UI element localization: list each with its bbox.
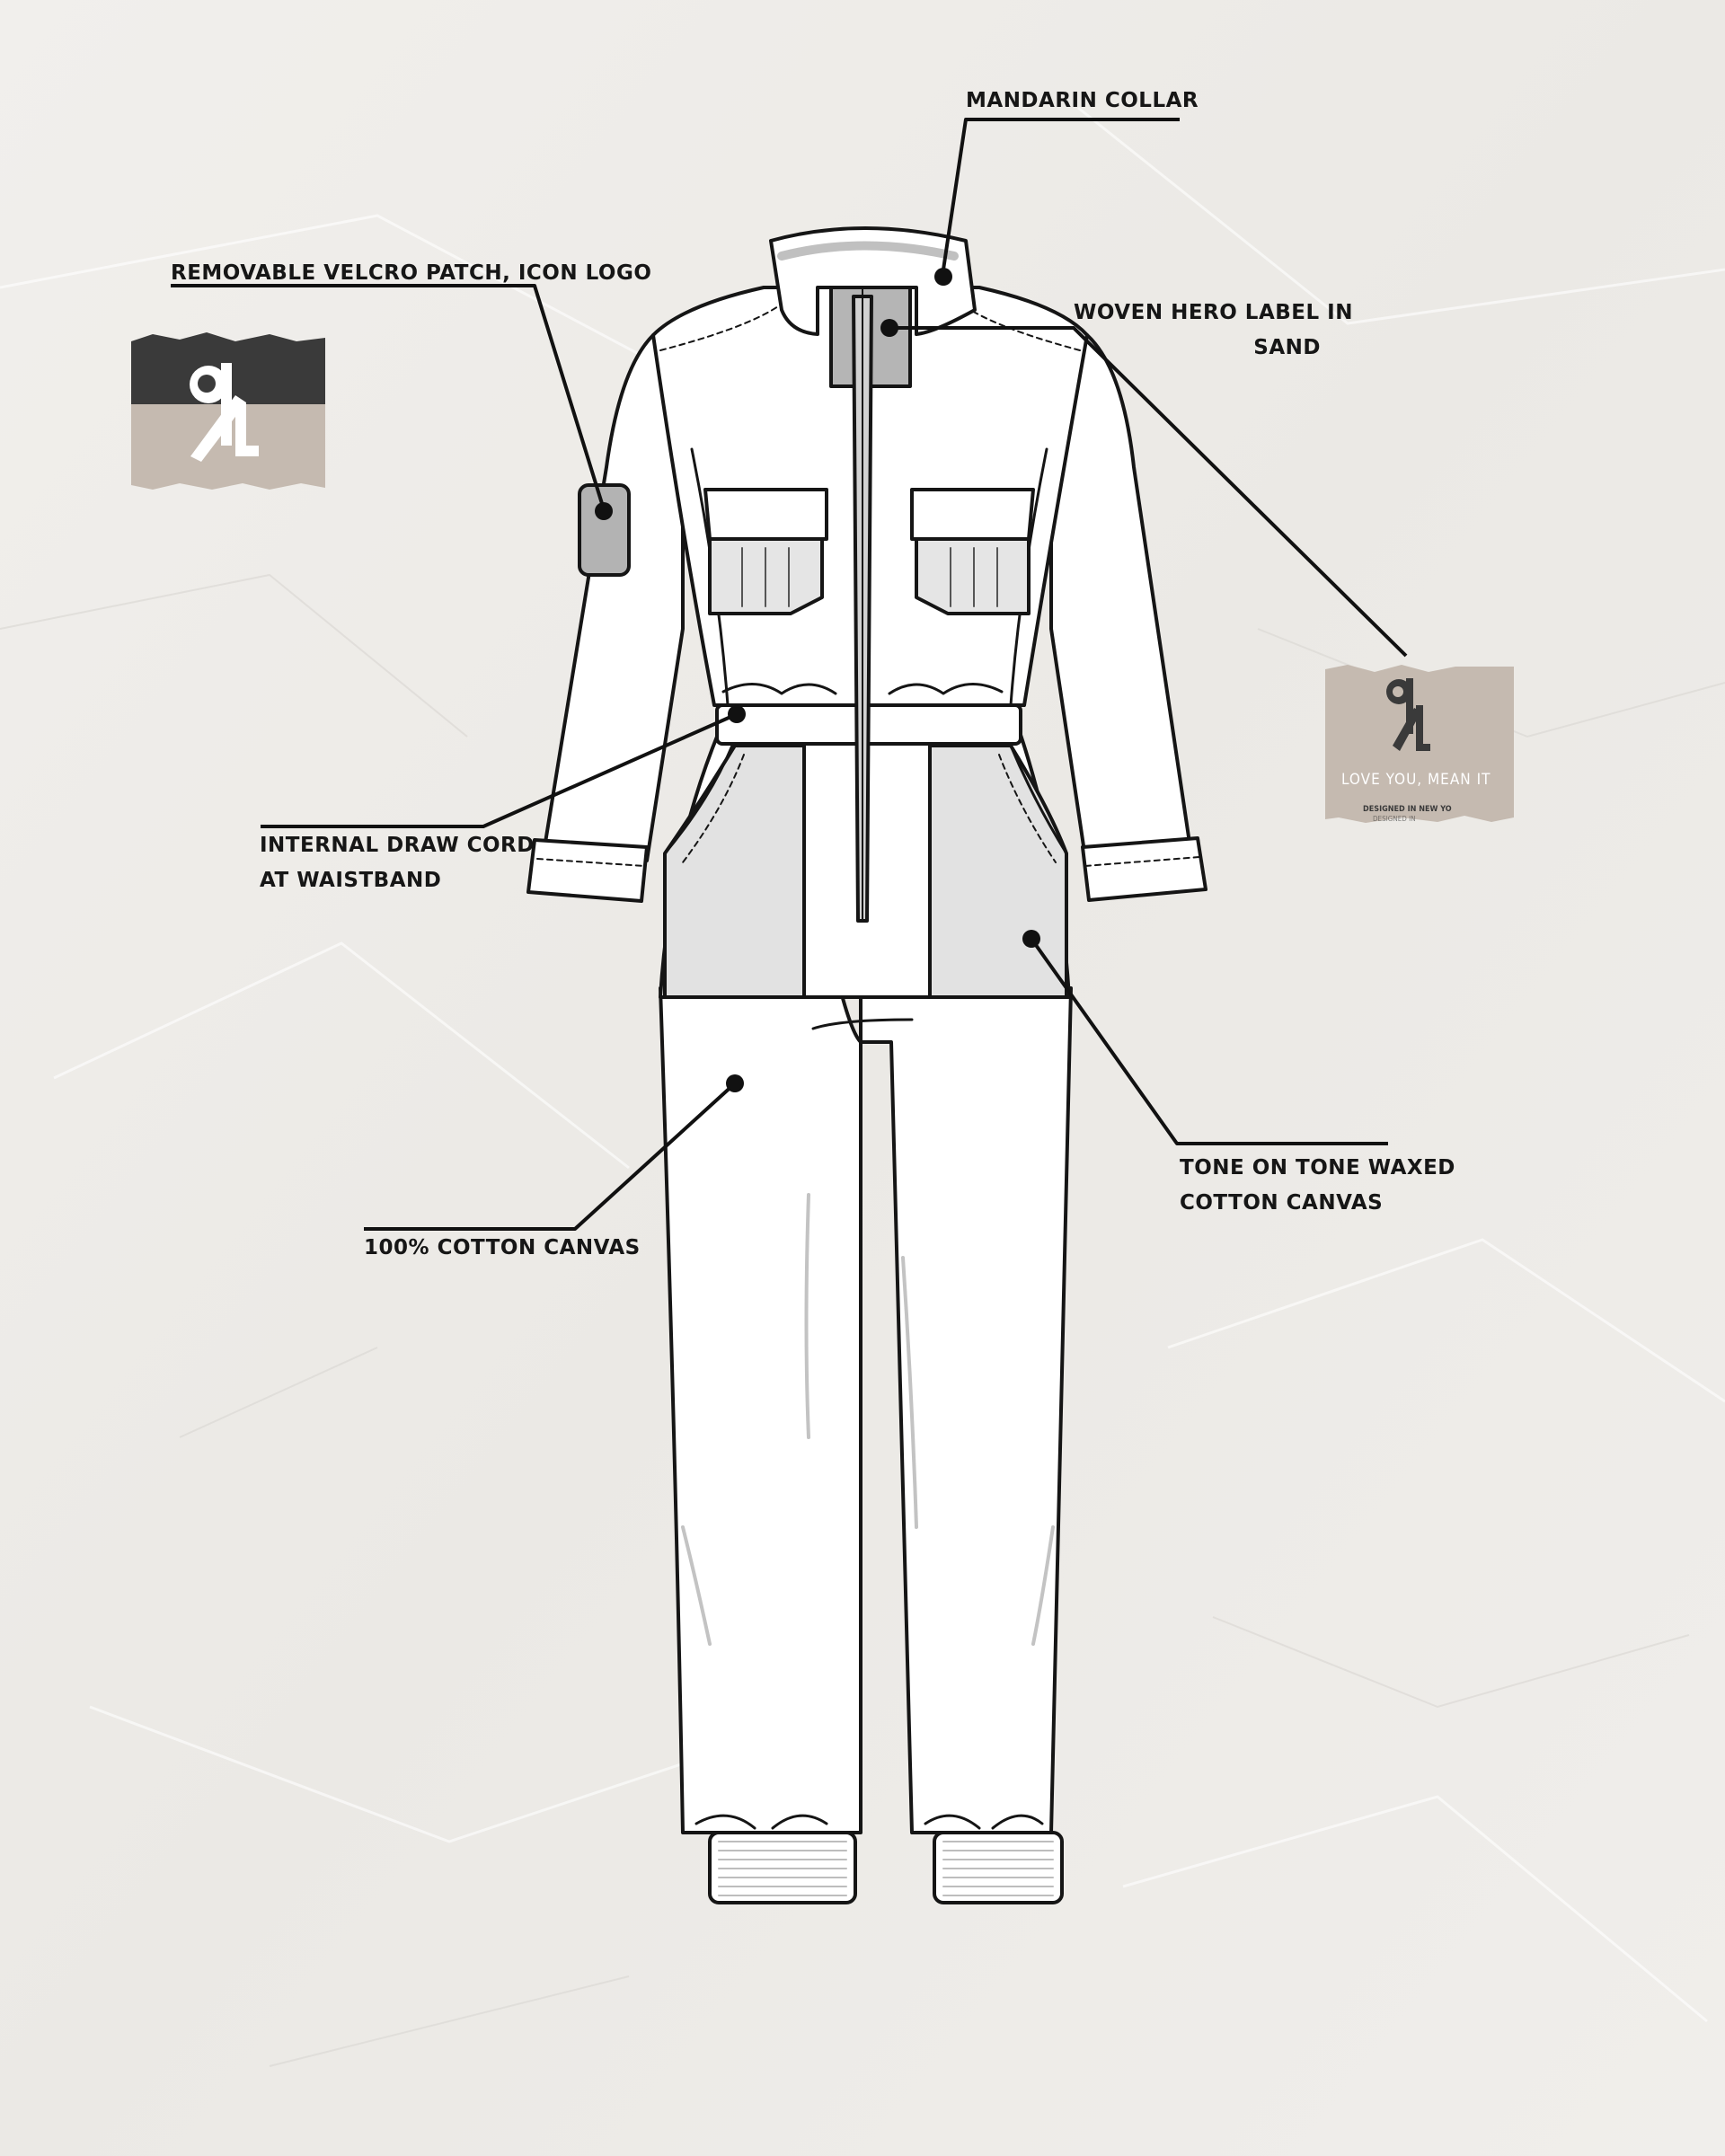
callout-mandarin-collar-text: MANDARIN COLLAR [966,89,1199,112]
callout-velcro-patch-text: REMOVABLE VELCRO PATCH, ICON LOGO [171,261,652,285]
hero-label-small-text-1: DESIGNED IN NEW YO [1363,805,1452,814]
left-cuff [528,840,647,901]
dot-cotton-canvas [726,1074,744,1092]
hero-label-small-text-2: DESIGNED IN [1373,815,1416,823]
callout-hero-label-line2: SAND [1253,336,1321,359]
callout-cotton-canvas-text: 100% COTTON CANVAS [364,1236,641,1259]
callout-mandarin-collar [966,84,1199,119]
dot-hero-label [880,319,898,337]
callout-waxed-canvas-line2: COTTON CANVAS [1180,1191,1384,1215]
callout-waxed-canvas-line1: TONE ON TONE WAXED [1180,1156,1455,1180]
dot-draw-cord [728,705,746,723]
callout-hero-label [1074,296,1353,366]
dot-velcro [595,502,613,520]
callout-draw-cord-line1: INTERNAL DRAW CORD [260,834,535,857]
dot-collar [934,268,952,286]
callout-waxed-canvas [1180,1151,1455,1221]
callout-cotton-canvas [364,1231,641,1266]
left-leg [660,988,861,1833]
hero-label-tag [1325,665,1514,823]
left-pocket-flap [705,490,827,539]
icon-logo-patch [131,332,325,490]
right-pocket-flap [912,490,1033,539]
hero-label-tagline: LOVE YOU, MEAN IT [1341,771,1491,789]
callout-velcro-patch [171,256,651,291]
sleeve-velcro-patch [579,485,629,575]
callout-hero-label-line1: WOVEN HERO LABEL IN [1074,301,1353,324]
right-cuff [1083,838,1206,900]
callout-draw-cord [260,828,535,898]
dot-waxed-canvas [1022,930,1040,948]
callout-draw-cord-line2: AT WAISTBAND [260,869,442,892]
